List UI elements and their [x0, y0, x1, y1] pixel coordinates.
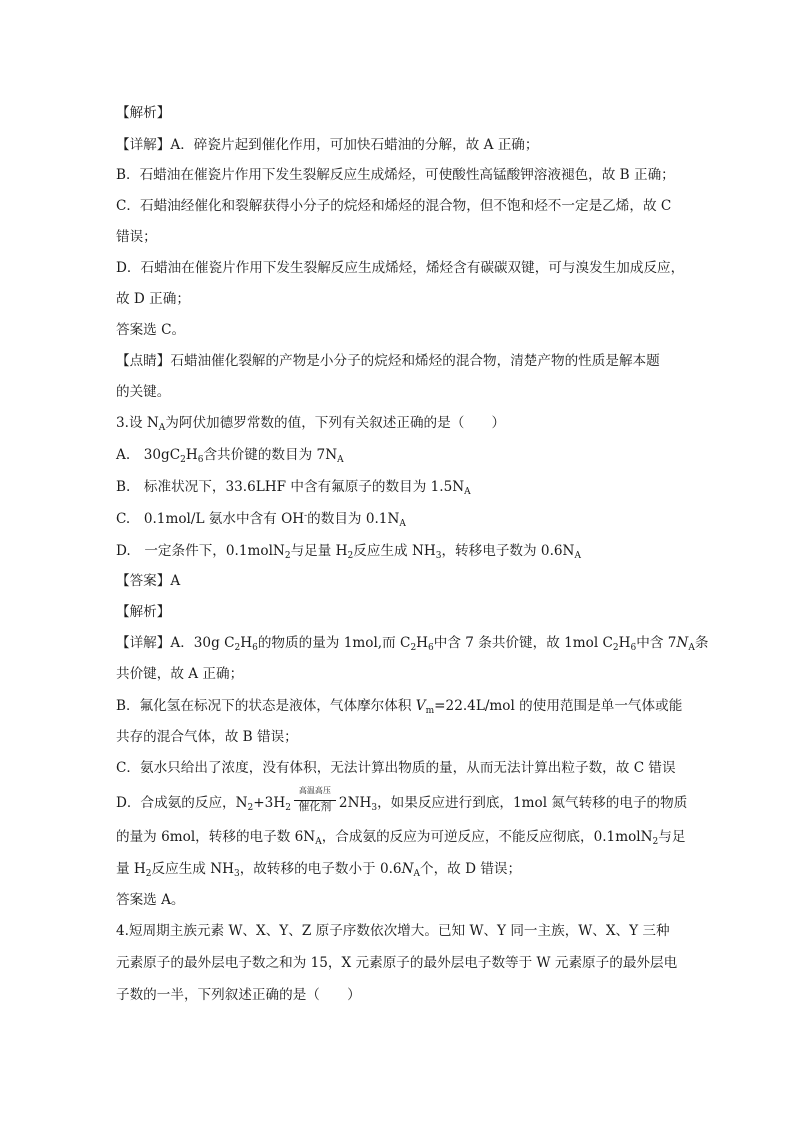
q2-detail-c-line2: 错误；	[116, 229, 157, 245]
q3-option-c: C. 0.1mol/L 氨水中含有 OH-的数目为 $0.1N_A$	[116, 511, 406, 529]
q3-option-d: D. 一定条件下，0.1molN$_2$与足量 $H_2$反应生成 $NH_3$，转移电子数为 $0.6N_A$	[116, 543, 581, 561]
q2-key-point-line2: 的关键。	[116, 384, 171, 400]
q3-detail-b-line2: 共存的混合气体，故 B 错误；	[116, 729, 298, 745]
q2-detail-d-line1: D．石蜡油在催瓷片作用下发生裂解反应生成烯烃，烯烃含有碳碳双键，可与溴发生加成反应，	[116, 260, 685, 276]
analysis-heading: 【解析】	[116, 105, 171, 121]
q3-final-answer: 答案选 A。	[116, 892, 185, 908]
q2-answer: 答案选 C。	[116, 322, 186, 338]
q3-option-a: A. $30gC_2H_6$含共价键的数目为 $7N_A$	[116, 447, 344, 465]
q3-analysis-heading: 【解析】	[116, 604, 171, 620]
reaction-condition-catalyst: 催化剂	[298, 800, 332, 813]
q3-detail-d-line3: 量 $H_2$反应生成 $NH_3$，故转移的电子数小于 $0.6N_A$个，故 D 错误；	[116, 861, 522, 879]
q2-detail-a: 【详解】A．碎瓷片起到催化作用，可加快石蜡油的分解，故 A 正确；	[116, 137, 539, 153]
q3-detail-a-line1: 【详解】A．30g $C_2H_6$的物质的量为 1mol,而 $C_2H_6$中含 7 条共价键，故 1mol $C_2H_6$中含 $7N_A$条	[116, 635, 709, 653]
q3-stem: 3.设 $N_A$为阿伏加德罗常数的值，下列有关叙述正确的是（ ）	[116, 415, 506, 433]
reaction-condition-top: 高温高压	[298, 786, 331, 795]
q2-detail-d-line2: 故 D 正确；	[116, 291, 190, 307]
q2-key-point-line1: 【点睛】石蜡油催化裂解的产物是小分子的烷烃和烯烃的混合物，清楚产物的性质是解本题	[116, 353, 660, 369]
q4-stem-line2: 元素原子的最外层电子数之和为 15，X 元素原子的最外层电子数等于 W 元素原子的最外层电	[116, 955, 678, 971]
q4-stem-line3: 子数的一半，下列叙述正确的是（ ）	[116, 987, 361, 1003]
reaction-conditions-arrow	[293, 786, 337, 813]
q4-stem-line1: 4.短周期主族元素 W、X、Y、Z 原子序数依次增大。已知 W、Y 同一主族，W、X、Y 三种	[116, 923, 670, 939]
q3-option-b: B. 标准状况下，33.6LHF 中含有氟原子的数目为 $1.5N_A$	[116, 479, 471, 497]
q3-detail-d-line1: D．合成氨的反应，$N_2+3H_2$ 高温高压 催化剂 $2NH_3$，如果反应进行到底，1mol 氮气转移的电子的物质	[116, 786, 688, 813]
q2-detail-c-line1: C．石蜡油经催化和裂解获得小分子的烷烃和烯烃的混合物，但不饱和烃不一定是乙烯，故 C	[116, 198, 672, 214]
q3-detail-c: C．氨水只给出了浓度，没有体积，无法计算出物质的量，从而无法计算出粒子数，故 C 错误	[116, 760, 676, 776]
q3-detail-a-line2: 共价键，故 A 正确；	[116, 666, 244, 682]
q3-detail-d-line2: 的量为 6mol，转移的电子数 $6N_A$，合成氨的反应为可逆反应，不能反应彻底，0.1molN$_2$与足	[116, 829, 686, 847]
q3-detail-b-line1: B．氟化氢在标况下的状态是液体，气体摩尔体积 $V_m=22.4L$/mol 的使用范围是单一气体或能	[116, 698, 683, 716]
q3-answer: 【答案】A	[116, 573, 181, 589]
q2-detail-b: B．石蜡油在催瓷片作用下发生裂解反应生成烯烃，可使酸性高锰酸钾溶液褪色，故 B 正确；	[116, 167, 675, 183]
